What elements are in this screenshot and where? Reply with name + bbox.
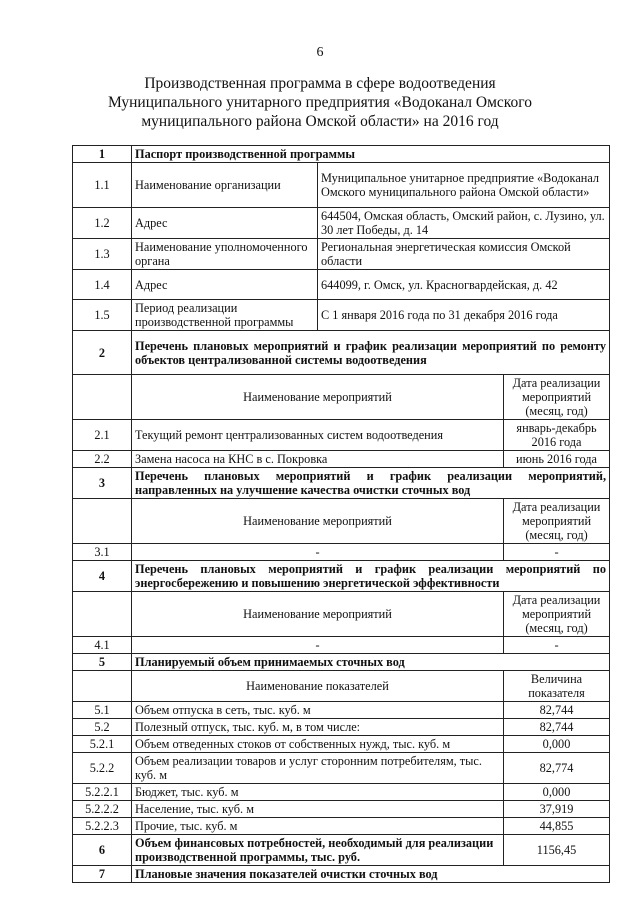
section-title: Плановые значения показателей очистки сточных вод [132, 866, 610, 883]
row-number: 3.1 [73, 544, 132, 561]
table-row [73, 208, 610, 239]
section-number: 7 [73, 866, 132, 883]
table-row [73, 753, 610, 784]
row-value: С 1 января 2016 года по 31 декабря 2016 года [318, 300, 610, 331]
column-header-row [73, 592, 610, 637]
row-value: 37,919 [504, 801, 610, 818]
row-number: 5.2.2.3 [73, 818, 132, 835]
section-number: 1 [73, 146, 132, 163]
row-name: Объем отведенных стоков от собственных нужд, тыс. куб. м [132, 736, 504, 753]
table-row [73, 270, 610, 300]
table-row [73, 239, 610, 270]
section-title: Планируемый объем принимаемых сточных вод [132, 654, 610, 671]
section-6-row [73, 835, 610, 866]
column-header: Наименование показателей [132, 671, 504, 702]
column-header: Величина показателя [504, 671, 610, 702]
table-row [73, 544, 610, 561]
section-number: 5 [73, 654, 132, 671]
section-number: 4 [73, 561, 132, 592]
row-name: - [132, 637, 504, 654]
row-name: Бюджет, тыс. куб. м [132, 784, 504, 801]
column-header: Дата реализации мероприятий (месяц, год) [504, 592, 610, 637]
row-date: июнь 2016 года [504, 451, 610, 468]
table-row [73, 637, 610, 654]
column-header: Наименование мероприятий [132, 499, 504, 544]
document-title: Производственная программа в сфере водоотведения Муниципального унитарного предприятия «Водоканал Омского муниципального района Омской области» на 2016 год [107, 75, 533, 130]
row-date: январь-декабрь 2016 года [504, 420, 610, 451]
row-name: Текущий ремонт централизованных систем водоотведения [132, 420, 504, 451]
row-number: 2.1 [73, 420, 132, 451]
section-4-header [73, 561, 610, 592]
row-number: 5.2.2.2 [73, 801, 132, 818]
row-label: Период реализации производственной программы [132, 300, 318, 331]
row-label: Адрес [132, 208, 318, 239]
row-value: 0,000 [504, 736, 610, 753]
section-3-header [73, 468, 610, 499]
section-7-header [73, 866, 610, 883]
section-title: Перечень плановых мероприятий и график реализации мероприятий по ремонту объектов централизованной системы водоотведения [132, 331, 610, 375]
row-value: 82,774 [504, 753, 610, 784]
column-header-row [73, 499, 610, 544]
row-number: 5.2 [73, 719, 132, 736]
section-title: Паспорт производственной программы [132, 146, 610, 163]
row-name: Замена насоса на КНС в с. Покровка [132, 451, 504, 468]
row-number: 1.3 [73, 239, 132, 270]
table-row [73, 702, 610, 719]
row-label: Наименование организации [132, 163, 318, 208]
row-date: - [504, 637, 610, 654]
row-value: 0,000 [504, 784, 610, 801]
table-row [73, 451, 610, 468]
row-value: 82,744 [504, 719, 610, 736]
column-header: Наименование мероприятий [132, 375, 504, 420]
row-number: 4.1 [73, 637, 132, 654]
row-name: - [132, 544, 504, 561]
table-row [73, 736, 610, 753]
section-number: 2 [73, 331, 132, 375]
table-row [73, 719, 610, 736]
row-value: 1156,45 [504, 835, 610, 866]
row-name: Население, тыс. куб. м [132, 801, 504, 818]
table-row [73, 801, 610, 818]
row-number: 5.1 [73, 702, 132, 719]
row-number: 1.2 [73, 208, 132, 239]
row-name: Объем реализации товаров и услуг сторонним потребителям, тыс. куб. м [132, 753, 504, 784]
column-header: Дата реализации мероприятий (месяц, год) [504, 499, 610, 544]
section-number: 6 [73, 835, 132, 866]
section-title: Перечень плановых мероприятий и график реализации мероприятий, направленных на улучшение качества очистки сточных вод [132, 468, 610, 499]
row-number: 2.2 [73, 451, 132, 468]
table-row [73, 420, 610, 451]
column-header: Наименование мероприятий [132, 592, 504, 637]
section-title: Объем финансовых потребностей, необходимый для реализации производственной программы, тыс. руб. [132, 835, 504, 866]
row-value: Муниципальное унитарное предприятие «Водоканал Омского муниципального района Омской области» [318, 163, 610, 208]
row-number: 1.4 [73, 270, 132, 300]
production-program-table [72, 145, 610, 883]
section-1-header [73, 146, 610, 163]
column-header-row [73, 671, 610, 702]
row-value: 82,744 [504, 702, 610, 719]
table-row [73, 300, 610, 331]
row-value: Региональная энергетическая комиссия Омской области [318, 239, 610, 270]
section-title: Перечень плановых мероприятий и график реализации мероприятий по энергосбережению и повышению энергетической эффективности [132, 561, 610, 592]
row-date: - [504, 544, 610, 561]
row-value: 644099, г. Омск, ул. Красногвардейская, д. 42 [318, 270, 610, 300]
row-number: 5.2.2.1 [73, 784, 132, 801]
row-number: 1.5 [73, 300, 132, 331]
row-number: 1.1 [73, 163, 132, 208]
column-header: Дата реализации мероприятий (месяц, год) [504, 375, 610, 420]
row-value: 44,855 [504, 818, 610, 835]
column-header-row [73, 375, 610, 420]
table-row [73, 784, 610, 801]
row-name: Прочие, тыс. куб. м [132, 818, 504, 835]
row-label: Адрес [132, 270, 318, 300]
row-value: 644504, Омская область, Омский район, с. Лузино, ул. 30 лет Победы, д. 14 [318, 208, 610, 239]
table-row [73, 818, 610, 835]
row-number: 5.2.1 [73, 736, 132, 753]
table-row [73, 163, 610, 208]
page-number: 6 [316, 45, 324, 60]
row-label: Наименование уполномоченного органа [132, 239, 318, 270]
row-name: Объем отпуска в сеть, тыс. куб. м [132, 702, 504, 719]
row-name: Полезный отпуск, тыс. куб. м, в том числе: [132, 719, 504, 736]
row-number: 5.2.2 [73, 753, 132, 784]
section-number: 3 [73, 468, 132, 499]
section-2-header [73, 331, 610, 375]
section-5-header [73, 654, 610, 671]
